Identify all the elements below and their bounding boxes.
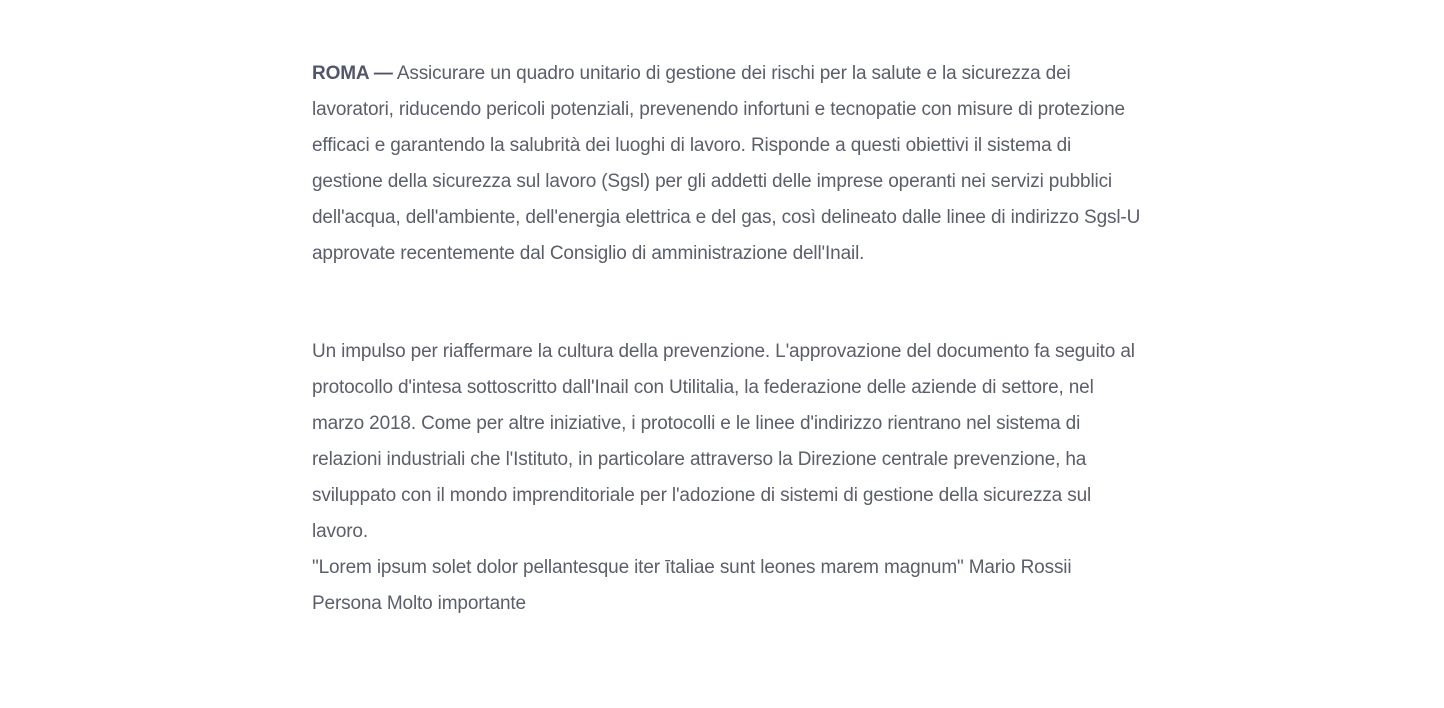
lead-text: Assicurare un quadro unitario di gestione dei rischi per la salute e la sicurezza dei lavoratori, riducendo pericoli potenziali, prevenendo infortuni e tecnopatie con misure di protezione efficaci e garantendo la salubrità dei luoghi di lavoro. Risponde a questi obiettivi il sistema di gestione della sicurezza sul lavoro (Sgsl) per gli addetti delle imprese operanti nei servizi pubblici dell'acqua, dell'ambiente, dell'energia elettrica e del gas, così delineato dalle linee di indirizzo Sgsl-U approvate recentemente dal Consiglio di amministrazione dell'Inail. (312, 63, 1141, 264)
quote-paragraph: "Lorem ipsum solet dolor pellantesque iter ītaliae sunt leones marem magnum" Mario Rossii Persona Molto importante (312, 557, 1072, 614)
lead-paragraph (312, 56, 1142, 272)
body-paragraph: Un impulso per riaffermare la cultura della prevenzione. L'approvazione del documento fa seguito al protocollo d'intesa sottoscritto dall'Inail con Utilitalia, la federazione delle aziende di settore, nel marzo 2018. Come per altre iniziative, i protocolli e le linee d'indirizzo rientrano nel sistema di relazioni industriali che l'Istituto, in particolare attraverso la Direzione centrale prevenzione, ha sviluppato con il mondo imprenditoriale per l'adozione di sistemi di gestione della sicurezza sul lavoro. (312, 341, 1135, 542)
dateline: ROMA — (312, 63, 393, 84)
article-body (312, 56, 1142, 622)
